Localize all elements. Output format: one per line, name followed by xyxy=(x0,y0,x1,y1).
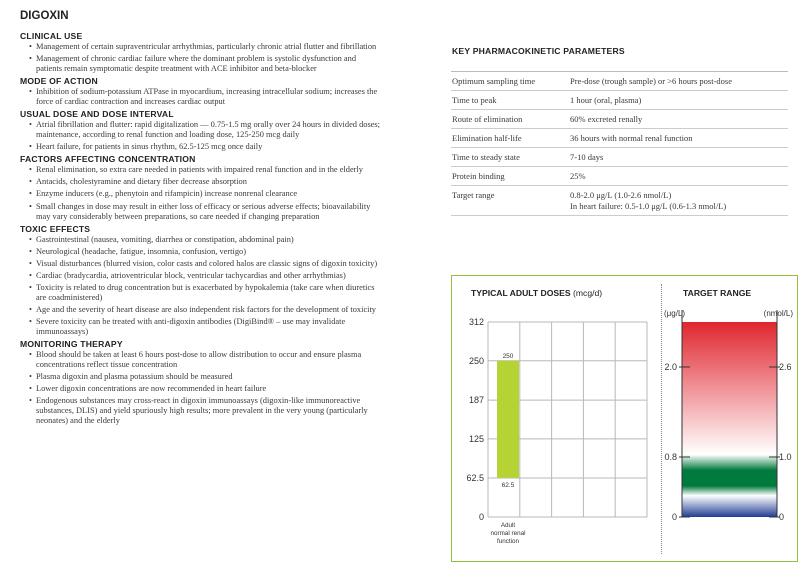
kpp-value-line: 7-10 days xyxy=(570,152,604,162)
dose-range-bar xyxy=(497,361,519,478)
list-item: • Inhibition of sodium-potassium ATPase in myocardium, increasing intracellular sodium; increases the force of cardiac contraction and increases cardiac output xyxy=(20,87,380,107)
y-tick-label: 125 xyxy=(468,433,484,444)
y-tick-label: 0 xyxy=(478,512,484,522)
kpp-value xyxy=(570,171,788,182)
section xyxy=(20,76,380,107)
kpp-key: Time to steady state xyxy=(452,152,520,162)
list-item: • Heart failure, for patients in sinus rhythm, 62.5-125 mcg once daily xyxy=(20,142,380,152)
kpp-value-line: In heart failure: 0.5-1.0 μg/L (0.6-1.3 nmol/L) xyxy=(570,201,727,211)
list-item: • Enzyme inducers (e.g., phenytoin and rifampicin) increase nonrenal clearance xyxy=(20,189,380,199)
list-item: • Renal elimination, so extra care needed in patients with impaired renal function and in the elderly xyxy=(20,165,380,175)
drug-info-sections xyxy=(20,31,380,428)
category-label: normal renal xyxy=(490,530,526,537)
target-range-bar xyxy=(682,322,777,517)
kpp-key: Elimination half-life xyxy=(452,133,522,143)
kpp-value-line: 0.8-2.0 μg/L (1.0-2.6 nmol/L) xyxy=(570,190,672,200)
kpp-row xyxy=(451,110,788,129)
list-item: • Management of certain supraventricular arrhythmias, particularly chronic atrial flutter and fibrillation xyxy=(20,42,380,52)
kpp-value xyxy=(570,190,788,212)
y-tick-label: 250 xyxy=(468,355,484,366)
bar-high-label: 250 xyxy=(502,352,514,360)
target-range-chart xyxy=(662,300,798,560)
kpp-value xyxy=(570,152,788,163)
list-item: • Severe toxicity can be treated with anti-digoxin antibodies (DigiBind® – use may invalidate immunoassays) xyxy=(20,317,380,337)
right-unit-label: (nmol/L) xyxy=(763,309,793,318)
doses-title-unit: (mcg/d) xyxy=(573,288,603,298)
section-list xyxy=(20,87,380,107)
kpp-row xyxy=(451,72,788,91)
section xyxy=(20,154,380,221)
section-heading: FACTORS AFFECTING CONCENTRATION xyxy=(20,154,196,165)
kpp-row xyxy=(451,148,788,167)
section xyxy=(20,31,380,74)
left-tick-label: 2.0 xyxy=(664,362,677,372)
section-heading: MODE OF ACTION xyxy=(20,76,98,87)
y-tick-label: 62.5 xyxy=(466,472,484,483)
kpp-row xyxy=(451,129,788,148)
right-tick-label: 1.0 xyxy=(779,452,792,462)
list-item: • Gastrointestinal (nausea, vomiting, diarrhea or constipation, abdominal pain) xyxy=(20,235,380,245)
kpp-row xyxy=(451,91,788,110)
kpp-value-line: 25% xyxy=(570,171,586,181)
section xyxy=(20,224,380,337)
y-tick-label: 312 xyxy=(468,317,484,327)
list-item: • Blood should be taken at least 6 hours post-dose to allow distribution to occur and ensure plasma concentrations reflect tissue concentration xyxy=(20,350,380,370)
kpp-value-line: 60% excreted renally xyxy=(570,114,643,124)
list-item: • Antacids, cholestyramine and dietary fiber decrease absorption xyxy=(20,177,380,187)
kpp-key: Optimum sampling time xyxy=(452,76,536,86)
doses-chart-title xyxy=(471,288,602,298)
list-item: • Visual disturbances (blurred vision, color casts and colored halos are classic signs of digoxin toxicity) xyxy=(20,259,380,269)
list-item: • Atrial fibrillation and flutter: rapid digitalization — 0.75-1.5 mg orally over 24 hours in divided doses; maintenance, according to renal function and loading dose, 125-250 mcg daily xyxy=(20,120,380,140)
category-label: Adult xyxy=(500,522,516,529)
right-tick-label: 0 xyxy=(779,512,785,522)
list-item: • Neurological (headache, fatigue, insomnia, confusion, vertigo) xyxy=(20,247,380,257)
y-tick-label: 187 xyxy=(468,395,484,406)
kpp-key: Protein binding xyxy=(452,171,505,181)
kpp-value-line: 36 hours with normal renal function xyxy=(570,133,693,143)
kpp-key: Route of elimination xyxy=(452,114,523,124)
doses-chart xyxy=(451,300,661,560)
bar-low-label: 62.5 xyxy=(501,481,515,489)
kpp-value xyxy=(570,114,788,125)
kpp-value xyxy=(570,95,788,106)
kpp-heading: KEY PHARMACOKINETIC PARAMETERS xyxy=(452,46,625,56)
category-label: function xyxy=(496,538,520,545)
section-heading: USUAL DOSE AND DOSE INTERVAL xyxy=(20,109,174,120)
section-heading: MONITORING THERAPY xyxy=(20,339,123,350)
kpp-value xyxy=(570,133,788,144)
page-title: DIGOXIN xyxy=(20,10,69,22)
right-tick-label: 2.6 xyxy=(779,362,792,372)
kpp-key: Target range xyxy=(452,190,495,200)
list-item: • Endogenous substances may cross-react in digoxin immunoassays (digoxin-like immunoreactive substances, DLIS) and yield spuriously high results; more prevalent in the very young (particularly neonates) and the elderly xyxy=(20,396,380,426)
section-heading: TOXIC EFFECTS xyxy=(20,223,91,234)
kpp-row xyxy=(451,167,788,186)
left-tick-label: 0.8 xyxy=(664,452,677,462)
kpp-key: Time to peak xyxy=(452,95,497,105)
list-item: • Toxicity is related to drug concentration but is exacerbated by hypokalemia (take care when diuretics are coadministered) xyxy=(20,283,380,303)
kpp-table xyxy=(451,71,788,216)
section-list xyxy=(20,350,380,426)
list-item: • Plasma digoxin and plasma potassium should be measured xyxy=(20,372,380,382)
kpp-value-line: Pre-dose (trough sample) or >6 hours post-dose xyxy=(570,76,733,86)
section xyxy=(20,109,380,152)
left-tick-label: 0 xyxy=(671,512,677,522)
section-list xyxy=(20,120,380,152)
list-item: • Lower digoxin concentrations are now recommended in heart failure xyxy=(20,384,380,394)
list-item: • Age and the severity of heart disease are also independent risk factors for the development of toxicity xyxy=(20,305,380,315)
section-list xyxy=(20,42,380,74)
kpp-value xyxy=(570,76,788,87)
section-list xyxy=(20,165,380,221)
kpp-value-line: 1 hour (oral, plasma) xyxy=(570,95,642,105)
list-item: • Cardiac (bradycardia, atrioventricular block, ventricular tachycardias and other arrhythmias) xyxy=(20,271,380,281)
list-item: • Small changes in dose may result in either loss of efficacy or serious adverse effects; bioavailability may vary considerably between preparations, so care needed if changing preparation xyxy=(20,202,380,222)
section xyxy=(20,339,380,426)
left-unit-label: (μg/L) xyxy=(664,309,686,318)
section-list xyxy=(20,235,380,337)
kpp-row xyxy=(451,186,788,216)
doses-title-text: TYPICAL ADULT DOSES xyxy=(471,288,571,298)
target-range-title: TARGET RANGE xyxy=(683,288,752,298)
section-heading: CLINICAL USE xyxy=(20,31,83,41)
list-item: • Management of chronic cardiac failure where the dominant problem is systolic dysfunction and patients remain symptomatic despite treatment with ACE inhibitor and beta-blocker xyxy=(20,54,380,74)
